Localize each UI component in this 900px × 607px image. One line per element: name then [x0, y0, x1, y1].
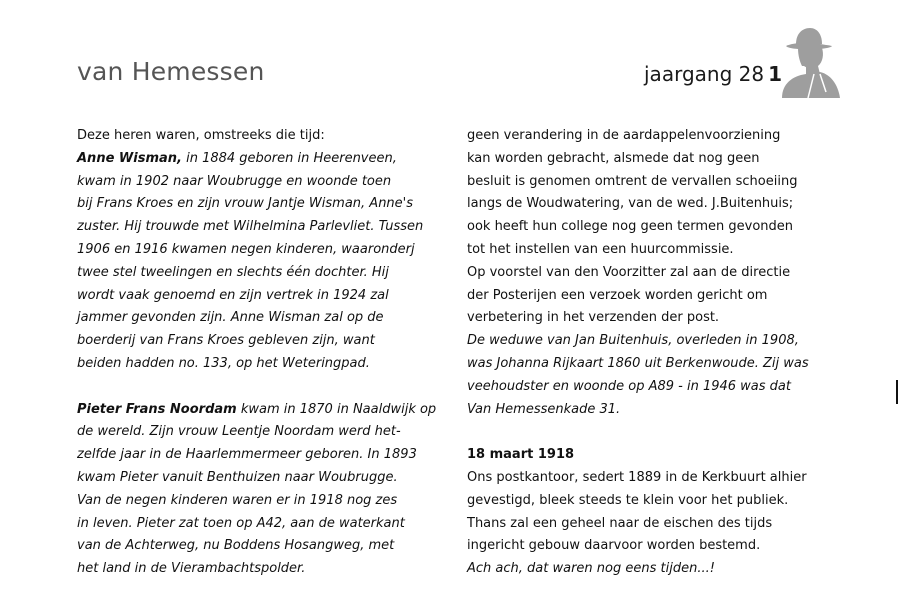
- paragraph-line: Ons postkantoor, sedert 1889 in de Kerkbuurt alhier: [467, 469, 807, 485]
- paragraph-line: jammer gevonden zijn. Anne Wisman zal op de: [77, 310, 384, 326]
- italic-note-line: De weduwe van Jan Buitenhuis, overleden in 1908,: [467, 333, 799, 349]
- paragraph-line: zelfde jaar in de Haarlemmermeer geboren. In 1893: [77, 447, 417, 463]
- paragraph-line: het land in de Vierambachtspolder.: [77, 561, 306, 577]
- paragraph-line: de wereld. Zijn vrouw Leentje Noordam werd het-: [77, 424, 401, 440]
- paragraph-line: twee stel tweelingen en slechts één dochter. Hij: [77, 264, 389, 280]
- paragraph-line: van de Achterweg, nu Boddens Hosangweg, met: [77, 538, 395, 554]
- paragraph-line: in leven. Pieter zat toen op A42, aan de waterkant: [77, 515, 405, 531]
- paragraph-line: boerderij van Frans Kroes gebleven zijn, want: [77, 333, 375, 349]
- line-text: kwam in 1870 in Naaldwijk op: [236, 401, 437, 417]
- paragraph-line: kwam Pieter vanuit Benthuizen naar Woubrugge.: [77, 469, 398, 485]
- paragraph-line: [77, 399, 437, 422]
- paragraph-line: langs de Woudwatering, van de wed. J.Buitenhuis;: [467, 196, 794, 212]
- right-column: [467, 125, 847, 581]
- paragraph-spacer: [77, 376, 437, 399]
- paragraph-line: besluit is genomen omtrent de vervallen schoeiing: [467, 173, 798, 189]
- paragraph-line: verbetering in het verzenden der post.: [467, 310, 720, 326]
- date-heading: 18 maart 1918: [467, 447, 575, 463]
- person-name: Anne Wisman,: [77, 150, 182, 166]
- paragraph-line: kan worden gebracht, alsmede dat nog geen: [467, 150, 760, 166]
- intro-line: Deze heren waren, omstreeks die tijd:: [77, 128, 325, 143]
- paragraph-line: ingericht gebouw daarvoor worden bestemd.: [467, 538, 761, 554]
- paragraph-line: Op voorstel van den Voorzitter zal aan de directie: [467, 264, 791, 280]
- paragraph-line: wordt vaak genoemd en zijn vertrek in 1924 zal: [77, 287, 389, 303]
- italic-note-line: Van Hemessenkade 31.: [467, 401, 621, 417]
- paragraph-line: beiden hadden no. 133, op het Weteringpad.: [77, 355, 370, 371]
- paragraph-line: [77, 148, 437, 171]
- left-column: [77, 125, 437, 581]
- paragraph-line: bij Frans Kroes en zijn vrouw Jantje Wisman, Anne's: [77, 196, 414, 212]
- paragraph-line: Van de negen kinderen waren er in 1918 nog zes: [77, 492, 398, 508]
- person-name: Pieter Frans Noordam: [77, 401, 237, 417]
- closing-remark: Ach ach, dat waren nog eens tijden...!: [467, 561, 715, 577]
- paragraph-spacer: [467, 421, 847, 444]
- line-text: in 1884 geboren in Heerenveen,: [181, 150, 397, 166]
- paragraph-line: zuster. Hij trouwde met Wilhelmina Parlevliet. Tussen: [77, 219, 424, 235]
- page-number: 1: [768, 62, 782, 86]
- paragraph-line: ook heeft hun college nog geen termen gevonden: [467, 219, 794, 235]
- italic-note-line: was Johanna Rijkaart 1860 uit Berkenwoude. Zij was: [467, 355, 809, 371]
- paragraph-line: gevestigd, bleek steeds te klein voor het publiek.: [467, 492, 789, 508]
- paragraph-line: geen verandering in de aardappelenvoorziening: [467, 128, 781, 143]
- paragraph-line: der Posterijen een verzoek worden gericht om: [467, 287, 768, 303]
- text-cursor: [896, 380, 898, 404]
- volume-text: jaargang 28: [644, 62, 765, 86]
- italic-note-line: veehoudster en woonde op A89 - in 1946 was dat: [467, 378, 791, 394]
- volume-label: [644, 62, 782, 86]
- paragraph-line: Thans zal een geheel naar de eischen des tijds: [467, 515, 773, 531]
- hat-man-silhouette-logo: [776, 22, 842, 102]
- paragraph-line: kwam in 1902 naar Woubrugge en woonde toen: [77, 173, 392, 189]
- page-title: van Hemessen: [77, 57, 265, 86]
- paragraph-line: 1906 en 1916 kwamen negen kinderen, waaronderj: [77, 241, 415, 257]
- paragraph-line: tot het instellen van een huurcommissie.: [467, 241, 734, 257]
